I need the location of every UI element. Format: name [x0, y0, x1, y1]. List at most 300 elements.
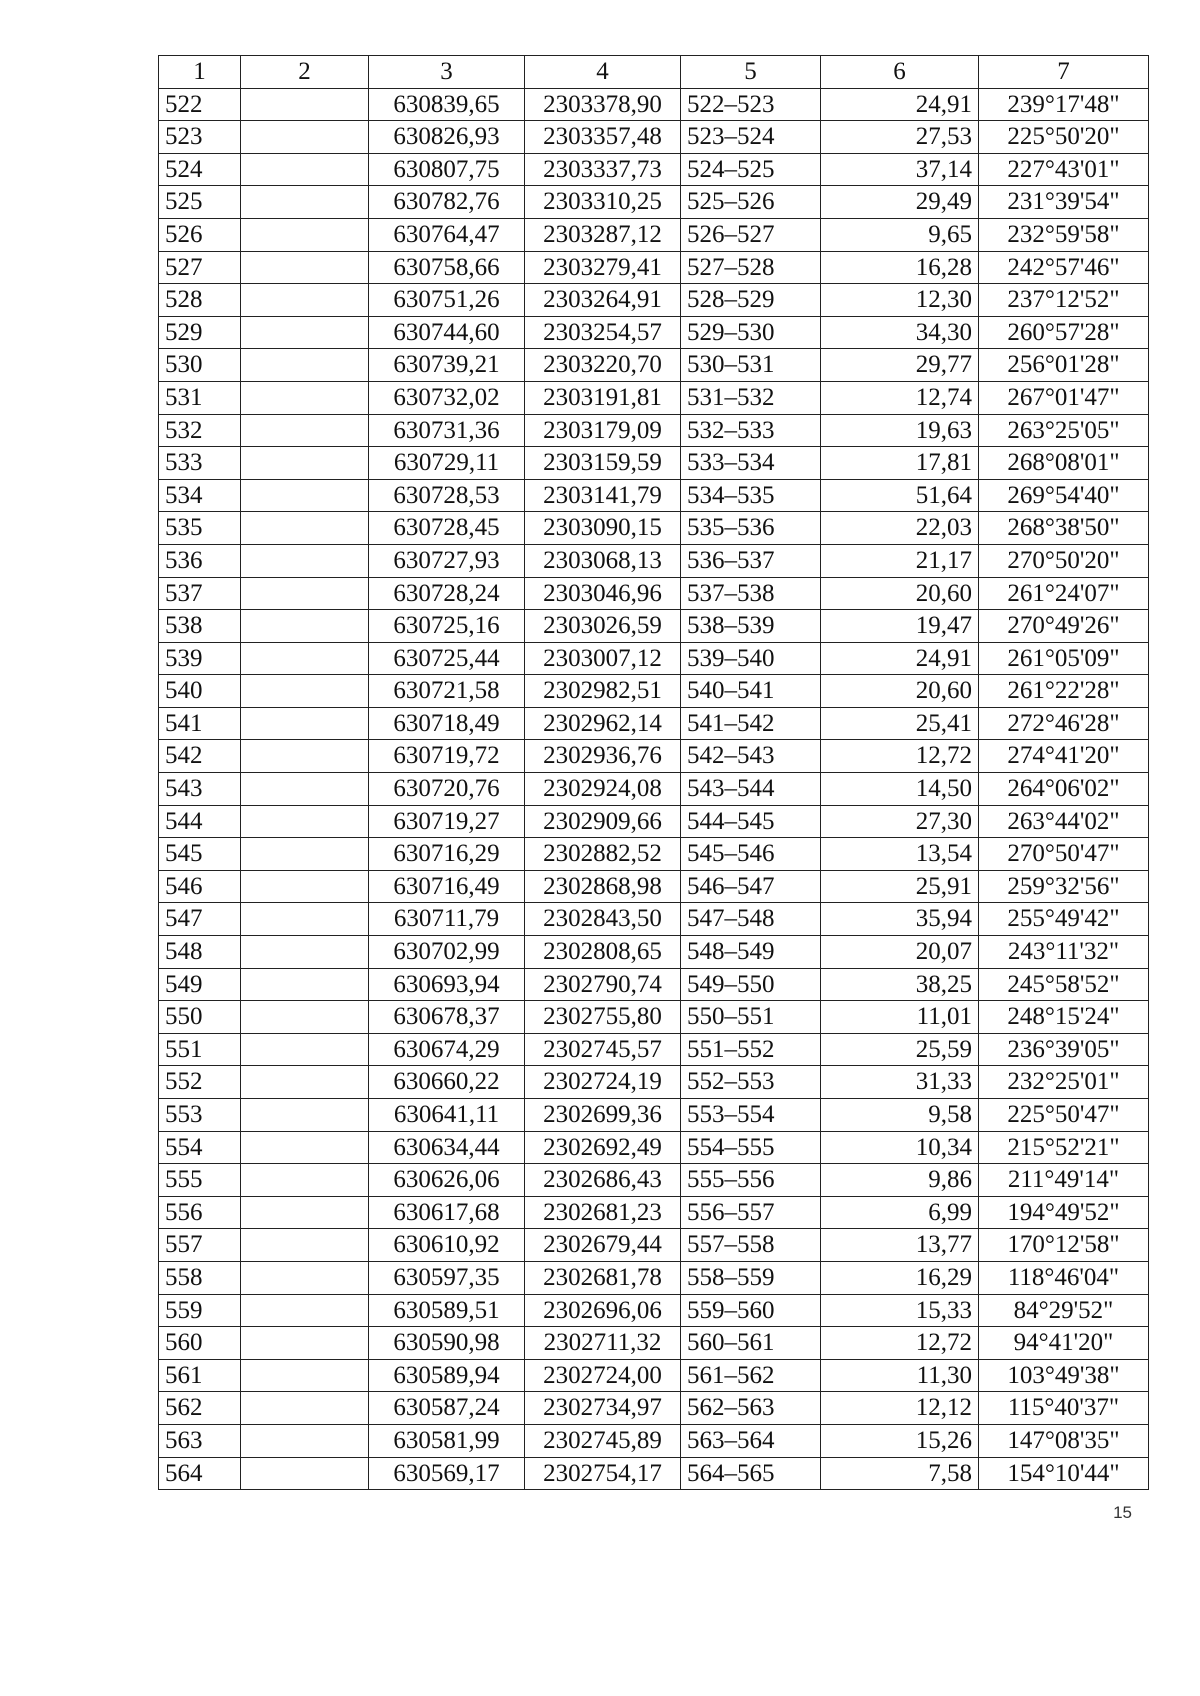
- table-row: [159, 1359, 1149, 1392]
- bearing-cell: 94°41'20": [979, 1327, 1149, 1360]
- y-coordinate-cell: 2302745,89: [525, 1424, 681, 1457]
- point-number-cell: 554: [159, 1131, 241, 1164]
- empty-cell: [241, 1392, 369, 1425]
- bearing-cell: 232°25'01": [979, 1066, 1149, 1099]
- segment-cell: 532–533: [681, 414, 821, 447]
- point-number-cell: 542: [159, 740, 241, 773]
- length-cell: 20,60: [821, 675, 979, 708]
- segment-cell: 522–523: [681, 88, 821, 121]
- point-number-cell: 544: [159, 805, 241, 838]
- x-coordinate-cell: 630725,16: [369, 610, 525, 643]
- y-coordinate-cell: 2303191,81: [525, 381, 681, 414]
- empty-cell: [241, 512, 369, 545]
- bearing-cell: 255°49'42": [979, 903, 1149, 936]
- x-coordinate-cell: 630721,58: [369, 675, 525, 708]
- column-header: 3: [369, 56, 525, 89]
- table-row: [159, 675, 1149, 708]
- length-cell: 27,30: [821, 805, 979, 838]
- length-cell: 12,12: [821, 1392, 979, 1425]
- empty-cell: [241, 642, 369, 675]
- x-coordinate-cell: 630725,44: [369, 642, 525, 675]
- length-cell: 12,72: [821, 1327, 979, 1360]
- table-row: [159, 414, 1149, 447]
- empty-cell: [241, 284, 369, 317]
- segment-cell: 527–528: [681, 251, 821, 284]
- length-cell: 6,99: [821, 1196, 979, 1229]
- bearing-cell: 268°08'01": [979, 447, 1149, 480]
- bearing-cell: 245°58'52": [979, 968, 1149, 1001]
- bearing-cell: 248°15'24": [979, 1001, 1149, 1034]
- segment-cell: 557–558: [681, 1229, 821, 1262]
- x-coordinate-cell: 630617,68: [369, 1196, 525, 1229]
- point-number-cell: 552: [159, 1066, 241, 1099]
- empty-cell: [241, 186, 369, 219]
- table-row: [159, 1001, 1149, 1034]
- header-row: [159, 56, 1149, 89]
- point-number-cell: 555: [159, 1164, 241, 1197]
- segment-cell: 533–534: [681, 447, 821, 480]
- table-row: [159, 316, 1149, 349]
- length-cell: 15,33: [821, 1294, 979, 1327]
- x-coordinate-cell: 630581,99: [369, 1424, 525, 1457]
- x-coordinate-cell: 630641,11: [369, 1099, 525, 1132]
- bearing-cell: 261°24'07": [979, 577, 1149, 610]
- x-coordinate-cell: 630718,49: [369, 707, 525, 740]
- x-coordinate-cell: 630739,21: [369, 349, 525, 382]
- empty-cell: [241, 707, 369, 740]
- y-coordinate-cell: 2302868,98: [525, 870, 681, 903]
- point-number-cell: 558: [159, 1261, 241, 1294]
- segment-cell: 555–556: [681, 1164, 821, 1197]
- length-cell: 12,74: [821, 381, 979, 414]
- bearing-cell: 231°39'54": [979, 186, 1149, 219]
- point-number-cell: 526: [159, 218, 241, 251]
- length-cell: 12,30: [821, 284, 979, 317]
- length-cell: 27,53: [821, 121, 979, 154]
- table-row: [159, 838, 1149, 871]
- empty-cell: [241, 1457, 369, 1490]
- empty-cell: [241, 1164, 369, 1197]
- empty-cell: [241, 577, 369, 610]
- page-number: 15: [1113, 1503, 1132, 1522]
- empty-cell: [241, 447, 369, 480]
- point-number-cell: 533: [159, 447, 241, 480]
- table-row: [159, 610, 1149, 643]
- empty-cell: [241, 1196, 369, 1229]
- point-number-cell: 537: [159, 577, 241, 610]
- table-row: [159, 936, 1149, 969]
- table-row: [159, 218, 1149, 251]
- bearing-cell: 147°08'35": [979, 1424, 1149, 1457]
- segment-cell: 560–561: [681, 1327, 821, 1360]
- table-row: [159, 512, 1149, 545]
- point-number-cell: 549: [159, 968, 241, 1001]
- bearing-cell: 261°22'28": [979, 675, 1149, 708]
- empty-cell: [241, 773, 369, 806]
- y-coordinate-cell: 2302754,17: [525, 1457, 681, 1490]
- table-row: [159, 1392, 1149, 1425]
- point-number-cell: 548: [159, 936, 241, 969]
- empty-cell: [241, 1327, 369, 1360]
- y-coordinate-cell: 2302692,49: [525, 1131, 681, 1164]
- bearing-cell: 243°11'32": [979, 936, 1149, 969]
- bearing-cell: 256°01'28": [979, 349, 1149, 382]
- bearing-cell: 272°46'28": [979, 707, 1149, 740]
- x-coordinate-cell: 630719,27: [369, 805, 525, 838]
- x-coordinate-cell: 630711,79: [369, 903, 525, 936]
- x-coordinate-cell: 630674,29: [369, 1033, 525, 1066]
- length-cell: 9,58: [821, 1099, 979, 1132]
- table-row: [159, 1294, 1149, 1327]
- y-coordinate-cell: 2302924,08: [525, 773, 681, 806]
- bearing-cell: 263°44'02": [979, 805, 1149, 838]
- bearing-cell: 260°57'28": [979, 316, 1149, 349]
- segment-cell: 524–525: [681, 153, 821, 186]
- point-number-cell: 546: [159, 870, 241, 903]
- y-coordinate-cell: 2303254,57: [525, 316, 681, 349]
- length-cell: 16,28: [821, 251, 979, 284]
- table-row: [159, 153, 1149, 186]
- point-number-cell: 532: [159, 414, 241, 447]
- segment-cell: 526–527: [681, 218, 821, 251]
- length-cell: 21,17: [821, 544, 979, 577]
- table-row: [159, 1099, 1149, 1132]
- segment-cell: 541–542: [681, 707, 821, 740]
- table-row: [159, 1229, 1149, 1262]
- bearing-cell: 170°12'58": [979, 1229, 1149, 1262]
- table-row: [159, 1033, 1149, 1066]
- point-number-cell: 540: [159, 675, 241, 708]
- bearing-cell: 268°38'50": [979, 512, 1149, 545]
- x-coordinate-cell: 630716,29: [369, 838, 525, 871]
- segment-cell: 525–526: [681, 186, 821, 219]
- table-row: [159, 1131, 1149, 1164]
- y-coordinate-cell: 2302755,80: [525, 1001, 681, 1034]
- y-coordinate-cell: 2302699,36: [525, 1099, 681, 1132]
- y-coordinate-cell: 2303264,91: [525, 284, 681, 317]
- x-coordinate-cell: 630751,26: [369, 284, 525, 317]
- point-number-cell: 525: [159, 186, 241, 219]
- empty-cell: [241, 1066, 369, 1099]
- empty-cell: [241, 316, 369, 349]
- segment-cell: 551–552: [681, 1033, 821, 1066]
- table-row: [159, 805, 1149, 838]
- empty-cell: [241, 1033, 369, 1066]
- table-row: [159, 642, 1149, 675]
- bearing-cell: 194°49'52": [979, 1196, 1149, 1229]
- x-coordinate-cell: 630660,22: [369, 1066, 525, 1099]
- y-coordinate-cell: 2302681,23: [525, 1196, 681, 1229]
- bearing-cell: 237°12'52": [979, 284, 1149, 317]
- x-coordinate-cell: 630589,51: [369, 1294, 525, 1327]
- length-cell: 11,01: [821, 1001, 979, 1034]
- bearing-cell: 239°17'48": [979, 88, 1149, 121]
- length-cell: 29,49: [821, 186, 979, 219]
- x-coordinate-cell: 630732,02: [369, 381, 525, 414]
- table-row: [159, 1327, 1149, 1360]
- x-coordinate-cell: 630634,44: [369, 1131, 525, 1164]
- segment-cell: 547–548: [681, 903, 821, 936]
- bearing-cell: 263°25'05": [979, 414, 1149, 447]
- point-number-cell: 527: [159, 251, 241, 284]
- y-coordinate-cell: 2303310,25: [525, 186, 681, 219]
- empty-cell: [241, 349, 369, 382]
- point-number-cell: 538: [159, 610, 241, 643]
- bearing-cell: 261°05'09": [979, 642, 1149, 675]
- x-coordinate-cell: 630729,11: [369, 447, 525, 480]
- length-cell: 25,91: [821, 870, 979, 903]
- x-coordinate-cell: 630782,76: [369, 186, 525, 219]
- point-number-cell: 539: [159, 642, 241, 675]
- empty-cell: [241, 903, 369, 936]
- y-coordinate-cell: 2303357,48: [525, 121, 681, 154]
- empty-cell: [241, 838, 369, 871]
- length-cell: 9,86: [821, 1164, 979, 1197]
- table-row: [159, 1261, 1149, 1294]
- segment-cell: 549–550: [681, 968, 821, 1001]
- column-header: 2: [241, 56, 369, 89]
- table-row: [159, 740, 1149, 773]
- point-number-cell: 529: [159, 316, 241, 349]
- length-cell: 7,58: [821, 1457, 979, 1490]
- y-coordinate-cell: 2302711,32: [525, 1327, 681, 1360]
- table-row: [159, 121, 1149, 154]
- segment-cell: 534–535: [681, 479, 821, 512]
- y-coordinate-cell: 2303159,59: [525, 447, 681, 480]
- x-coordinate-cell: 630719,72: [369, 740, 525, 773]
- point-number-cell: 524: [159, 153, 241, 186]
- table-row: [159, 251, 1149, 284]
- segment-cell: 538–539: [681, 610, 821, 643]
- bearing-cell: 103°49'38": [979, 1359, 1149, 1392]
- table-row: [159, 1424, 1149, 1457]
- x-coordinate-cell: 630720,76: [369, 773, 525, 806]
- segment-cell: 531–532: [681, 381, 821, 414]
- x-coordinate-cell: 630702,99: [369, 936, 525, 969]
- x-coordinate-cell: 630587,24: [369, 1392, 525, 1425]
- segment-cell: 562–563: [681, 1392, 821, 1425]
- column-header: 6: [821, 56, 979, 89]
- segment-cell: 540–541: [681, 675, 821, 708]
- y-coordinate-cell: 2303068,13: [525, 544, 681, 577]
- bearing-cell: 270°49'26": [979, 610, 1149, 643]
- empty-cell: [241, 870, 369, 903]
- segment-cell: 528–529: [681, 284, 821, 317]
- x-coordinate-cell: 630758,66: [369, 251, 525, 284]
- segment-cell: 553–554: [681, 1099, 821, 1132]
- y-coordinate-cell: 2302790,74: [525, 968, 681, 1001]
- y-coordinate-cell: 2302982,51: [525, 675, 681, 708]
- column-header: 5: [681, 56, 821, 89]
- point-number-cell: 541: [159, 707, 241, 740]
- y-coordinate-cell: 2302734,97: [525, 1392, 681, 1425]
- table-row: [159, 1164, 1149, 1197]
- empty-cell: [241, 88, 369, 121]
- point-number-cell: 534: [159, 479, 241, 512]
- point-number-cell: 523: [159, 121, 241, 154]
- length-cell: 11,30: [821, 1359, 979, 1392]
- segment-cell: 559–560: [681, 1294, 821, 1327]
- table-header: [159, 56, 1149, 89]
- bearing-cell: 232°59'58": [979, 218, 1149, 251]
- y-coordinate-cell: 2302724,19: [525, 1066, 681, 1099]
- y-coordinate-cell: 2303090,15: [525, 512, 681, 545]
- x-coordinate-cell: 630807,75: [369, 153, 525, 186]
- x-coordinate-cell: 630590,98: [369, 1327, 525, 1360]
- x-coordinate-cell: 630569,17: [369, 1457, 525, 1490]
- x-coordinate-cell: 630764,47: [369, 218, 525, 251]
- y-coordinate-cell: 2302696,06: [525, 1294, 681, 1327]
- table-row: [159, 577, 1149, 610]
- y-coordinate-cell: 2302962,14: [525, 707, 681, 740]
- point-number-cell: 561: [159, 1359, 241, 1392]
- x-coordinate-cell: 630693,94: [369, 968, 525, 1001]
- bearing-cell: 215°52'21": [979, 1131, 1149, 1164]
- x-coordinate-cell: 630589,94: [369, 1359, 525, 1392]
- bearing-cell: 84°29'52": [979, 1294, 1149, 1327]
- y-coordinate-cell: 2303220,70: [525, 349, 681, 382]
- table-row: [159, 903, 1149, 936]
- x-coordinate-cell: 630731,36: [369, 414, 525, 447]
- bearing-cell: 115°40'37": [979, 1392, 1149, 1425]
- point-number-cell: 528: [159, 284, 241, 317]
- length-cell: 14,50: [821, 773, 979, 806]
- segment-cell: 552–553: [681, 1066, 821, 1099]
- y-coordinate-cell: 2302686,43: [525, 1164, 681, 1197]
- y-coordinate-cell: 2303141,79: [525, 479, 681, 512]
- length-cell: 15,26: [821, 1424, 979, 1457]
- segment-cell: 536–537: [681, 544, 821, 577]
- empty-cell: [241, 1001, 369, 1034]
- table-row: [159, 870, 1149, 903]
- point-number-cell: 553: [159, 1099, 241, 1132]
- y-coordinate-cell: 2303026,59: [525, 610, 681, 643]
- empty-cell: [241, 968, 369, 1001]
- x-coordinate-cell: 630716,49: [369, 870, 525, 903]
- segment-cell: 554–555: [681, 1131, 821, 1164]
- length-cell: 20,07: [821, 936, 979, 969]
- empty-cell: [241, 1294, 369, 1327]
- empty-cell: [241, 479, 369, 512]
- segment-cell: 546–547: [681, 870, 821, 903]
- point-number-cell: 550: [159, 1001, 241, 1034]
- y-coordinate-cell: 2303046,96: [525, 577, 681, 610]
- y-coordinate-cell: 2302882,52: [525, 838, 681, 871]
- empty-cell: [241, 153, 369, 186]
- y-coordinate-cell: 2303279,41: [525, 251, 681, 284]
- table-row: [159, 707, 1149, 740]
- segment-cell: 523–524: [681, 121, 821, 154]
- table-row: [159, 88, 1149, 121]
- length-cell: 19,47: [821, 610, 979, 643]
- x-coordinate-cell: 630678,37: [369, 1001, 525, 1034]
- y-coordinate-cell: 2302808,65: [525, 936, 681, 969]
- bearing-cell: 225°50'47": [979, 1099, 1149, 1132]
- length-cell: 12,72: [821, 740, 979, 773]
- length-cell: 38,25: [821, 968, 979, 1001]
- empty-cell: [241, 1359, 369, 1392]
- table-row: [159, 447, 1149, 480]
- segment-cell: 545–546: [681, 838, 821, 871]
- y-coordinate-cell: 2303287,12: [525, 218, 681, 251]
- point-number-cell: 559: [159, 1294, 241, 1327]
- point-number-cell: 531: [159, 381, 241, 414]
- x-coordinate-cell: 630610,92: [369, 1229, 525, 1262]
- x-coordinate-cell: 630839,65: [369, 88, 525, 121]
- point-number-cell: 545: [159, 838, 241, 871]
- empty-cell: [241, 251, 369, 284]
- point-number-cell: 560: [159, 1327, 241, 1360]
- table-row: [159, 186, 1149, 219]
- bearing-cell: 118°46'04": [979, 1261, 1149, 1294]
- bearing-cell: 274°41'20": [979, 740, 1149, 773]
- y-coordinate-cell: 2303378,90: [525, 88, 681, 121]
- table-row: [159, 968, 1149, 1001]
- point-number-cell: 535: [159, 512, 241, 545]
- point-number-cell: 556: [159, 1196, 241, 1229]
- empty-cell: [241, 414, 369, 447]
- length-cell: 51,64: [821, 479, 979, 512]
- segment-cell: 548–549: [681, 936, 821, 969]
- table-row: [159, 1196, 1149, 1229]
- length-cell: 22,03: [821, 512, 979, 545]
- empty-cell: [241, 544, 369, 577]
- table-row: [159, 773, 1149, 806]
- y-coordinate-cell: 2302745,57: [525, 1033, 681, 1066]
- length-cell: 10,34: [821, 1131, 979, 1164]
- empty-cell: [241, 610, 369, 643]
- length-cell: 19,63: [821, 414, 979, 447]
- bearing-cell: 267°01'47": [979, 381, 1149, 414]
- table-row: [159, 544, 1149, 577]
- table-row: [159, 1457, 1149, 1490]
- empty-cell: [241, 218, 369, 251]
- point-number-cell: 563: [159, 1424, 241, 1457]
- empty-cell: [241, 1099, 369, 1132]
- bearing-cell: 270°50'20": [979, 544, 1149, 577]
- length-cell: 29,77: [821, 349, 979, 382]
- y-coordinate-cell: 2302936,76: [525, 740, 681, 773]
- length-cell: 20,60: [821, 577, 979, 610]
- segment-cell: 543–544: [681, 773, 821, 806]
- bearing-cell: 269°54'40": [979, 479, 1149, 512]
- empty-cell: [241, 936, 369, 969]
- table-row: [159, 1066, 1149, 1099]
- length-cell: 13,77: [821, 1229, 979, 1262]
- bearing-cell: 264°06'02": [979, 773, 1149, 806]
- empty-cell: [241, 805, 369, 838]
- segment-cell: 564–565: [681, 1457, 821, 1490]
- segment-cell: 558–559: [681, 1261, 821, 1294]
- segment-cell: 544–545: [681, 805, 821, 838]
- empty-cell: [241, 121, 369, 154]
- column-header: 1: [159, 56, 241, 89]
- bearing-cell: 225°50'20": [979, 121, 1149, 154]
- x-coordinate-cell: 630728,53: [369, 479, 525, 512]
- x-coordinate-cell: 630597,35: [369, 1261, 525, 1294]
- segment-cell: 539–540: [681, 642, 821, 675]
- y-coordinate-cell: 2302909,66: [525, 805, 681, 838]
- coordinates-table: [158, 55, 1149, 1490]
- y-coordinate-cell: 2302679,44: [525, 1229, 681, 1262]
- table-row: [159, 284, 1149, 317]
- y-coordinate-cell: 2303007,12: [525, 642, 681, 675]
- point-number-cell: 543: [159, 773, 241, 806]
- table-row: [159, 381, 1149, 414]
- y-coordinate-cell: 2303179,09: [525, 414, 681, 447]
- empty-cell: [241, 675, 369, 708]
- empty-cell: [241, 381, 369, 414]
